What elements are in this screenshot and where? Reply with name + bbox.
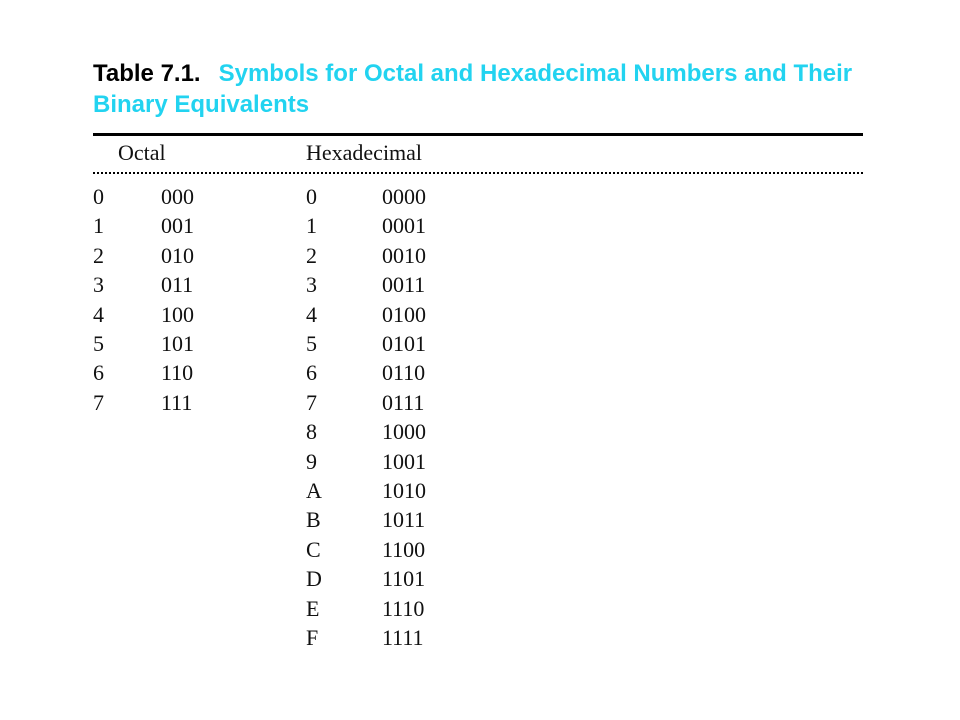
hex-binary-cell: 1101 <box>382 566 426 591</box>
hex-binary-cell: 0000 <box>382 184 426 209</box>
octal-binary-cell: 101 <box>161 331 194 356</box>
hex-symbol-cell: 8 <box>306 419 317 444</box>
hex-binary-cell: 1011 <box>382 507 426 532</box>
hex-binary-cell: 0100 <box>382 302 426 327</box>
octal-binary-cell: 001 <box>161 213 194 238</box>
hex-symbol-cell: B <box>306 507 321 532</box>
hex-symbol-cell: 4 <box>306 302 317 327</box>
hex-binary-cell: 0111 <box>382 390 425 415</box>
hex-binary-cell: 0001 <box>382 213 426 238</box>
octal-binary-cell: 010 <box>161 243 194 268</box>
hex-binary-cell: 1110 <box>382 596 425 621</box>
hex-binary-cell: 0110 <box>382 360 426 385</box>
table-title <box>93 58 873 120</box>
hex-symbol-cell: 0 <box>306 184 317 209</box>
octal-symbol-cell: 5 <box>93 331 104 356</box>
octal-symbol-cell: 6 <box>93 360 104 385</box>
octal-binary-cell: 000 <box>161 184 194 209</box>
hex-symbol-cell: 9 <box>306 449 317 474</box>
octal-symbol-cell: 0 <box>93 184 104 209</box>
header-dotted-rule <box>93 172 863 174</box>
hex-symbol-cell: 3 <box>306 272 317 297</box>
hex-symbol-cell: 5 <box>306 331 317 356</box>
hex-symbol-cell: 2 <box>306 243 317 268</box>
hexadecimal-header: Hexadecimal <box>306 140 423 165</box>
hex-symbol-cell: C <box>306 537 321 562</box>
top-rule <box>93 133 863 136</box>
hex-symbol-cell: F <box>306 625 319 650</box>
hex-binary-cell: 0011 <box>382 272 426 297</box>
octal-symbol-cell: 2 <box>93 243 104 268</box>
hex-symbol-cell: A <box>306 478 322 503</box>
hex-symbol-cell: 6 <box>306 360 317 385</box>
hex-symbol-cell: 1 <box>306 213 317 238</box>
octal-symbol-cell: 1 <box>93 213 104 238</box>
table-label: Table 7.1. <box>93 60 201 87</box>
table-caption: Symbols for Octal and Hexadecimal Numbers and Their Binary Equivalents <box>93 60 853 118</box>
octal-binary-cell: 100 <box>161 302 194 327</box>
octal-binary-cell: 111 <box>161 390 193 415</box>
octal-symbol-cell: 3 <box>93 272 104 297</box>
octal-binary-cell: 011 <box>161 272 194 297</box>
hex-binary-cell: 1111 <box>382 625 424 650</box>
hex-binary-cell: 1000 <box>382 419 426 444</box>
hex-binary-cell: 1001 <box>382 449 426 474</box>
hex-symbol-cell: E <box>306 596 320 621</box>
octal-header: Octal <box>118 140 166 165</box>
hex-binary-cell: 1010 <box>382 478 426 503</box>
hex-binary-cell: 1100 <box>382 537 426 562</box>
octal-symbol-cell: 4 <box>93 302 104 327</box>
octal-binary-cell: 110 <box>161 360 194 385</box>
hex-binary-cell: 0010 <box>382 243 426 268</box>
hex-symbol-cell: D <box>306 566 322 591</box>
octal-symbol-cell: 7 <box>93 390 104 415</box>
hex-binary-cell: 0101 <box>382 331 426 356</box>
hex-symbol-cell: 7 <box>306 390 317 415</box>
